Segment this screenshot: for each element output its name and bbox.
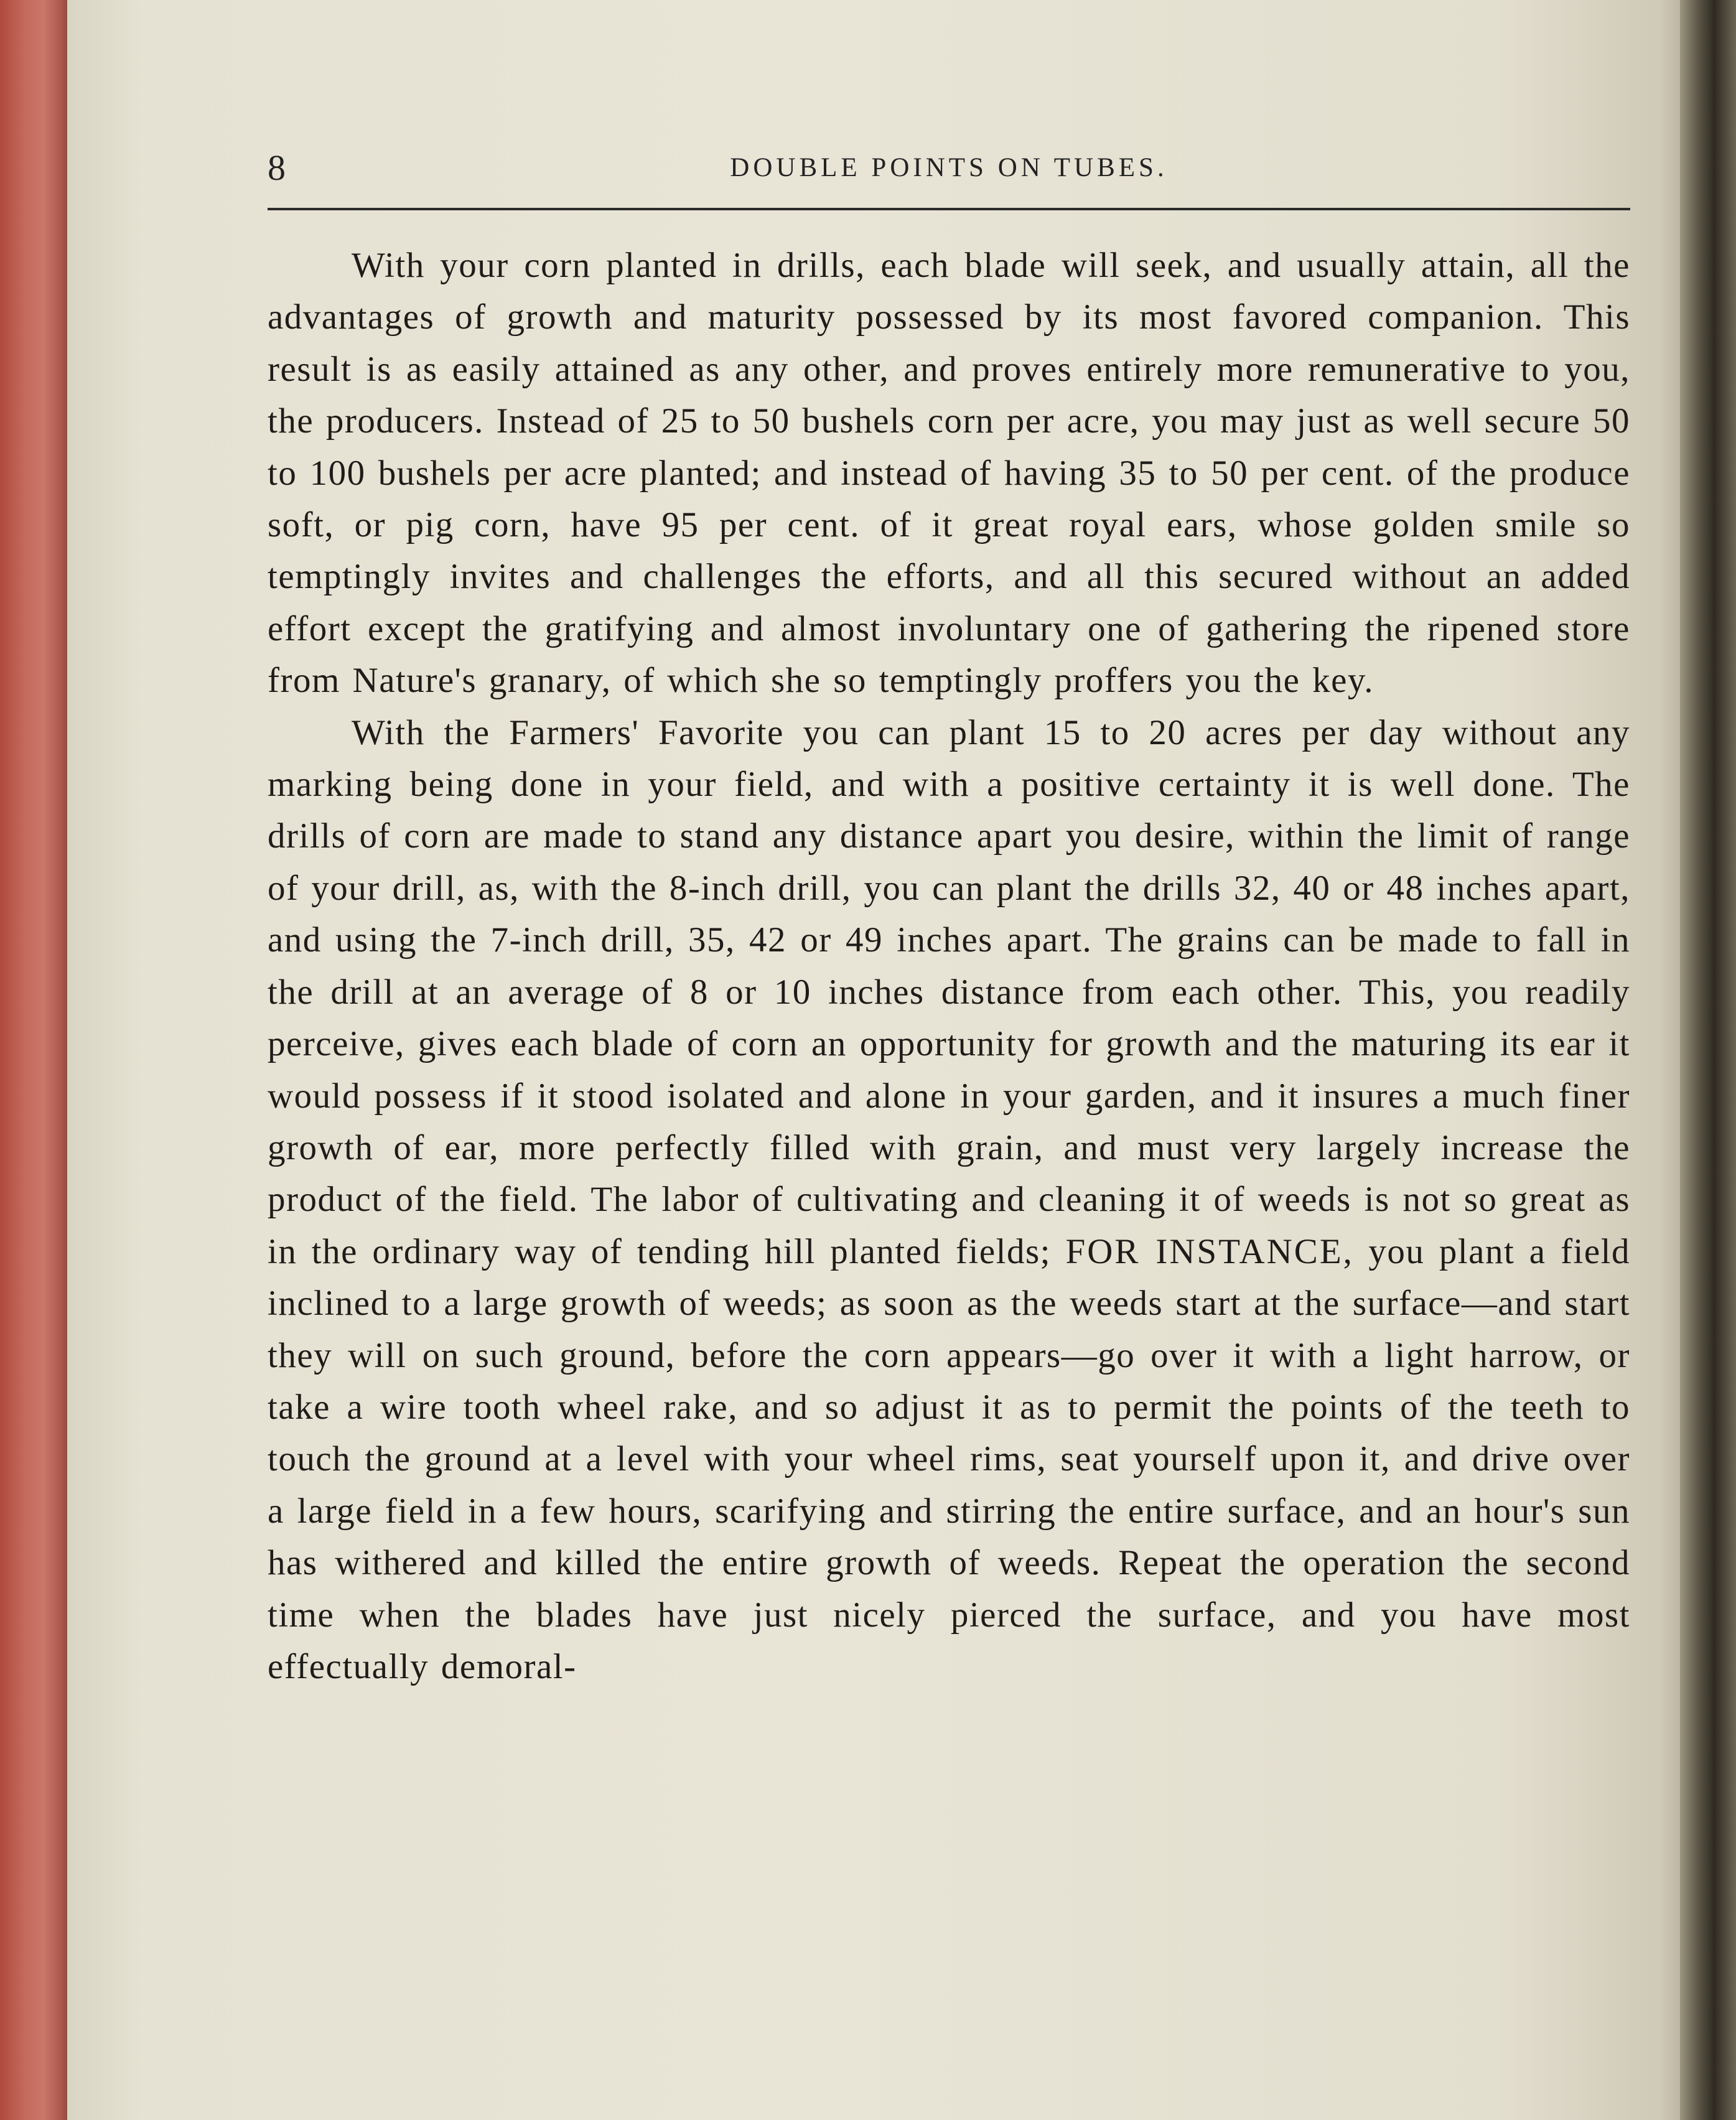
paragraph-1: With your corn planted in drills, each blade will seek, and usually attain, all the advantages of growth and maturity possessed by its most favored companion. This result is as easily attained as any other, and proves entirely more remunerative to you, the producers. Instead of 25 to 50 bushels corn per acre, you may just as well secure 50 to 100 bushels per acre planted; and instead of having 35 to 50 per cent. of the produce soft, or pig corn, have 95 per cent. of it great royal ears, whose golden smile so temptingly invites and challenges the efforts, and all this secured without an added effort except the gratifying and almost involuntary one of gathering the ripened store from Nature's granary, of which she so temptingly proffers you the key. <box>268 246 1630 701</box>
page-number: 8 <box>268 147 286 188</box>
body-text <box>268 240 1630 1693</box>
page-header <box>268 143 1630 193</box>
book-binding <box>0 0 68 2120</box>
paragraph-2-text-before: With the Farmers' Favorite you can plant 15 to 20 acres per day without any marking being done in your field, and with a positive certainty it is well done. The drills of corn are made to stand any distance apart you desire, within the limit of range of your drill, as, with the 8-inch drill, you can plant the drills 32, 40 or 48 inches apart, and using the 7-inch drill, 35, 42 or 49 inches apart. The grains can be made to fall in the drill at an average of 8 or 10 inches distance from each other. This, you readily perceive, gives each blade of corn an opportunity for growth and the maturing its ear it would possess if it stood isolated and alone in your garden, and it insures a much finer growth of ear, more perfectly filled with grain, and must very largely increase the product of the field. The labor of cultivating and cleaning it of weeds is not so great as in the ordinary way of tending hill planted fields; <box>268 712 1630 1271</box>
paragraph-2-small-caps: FOR INSTANCE, <box>1065 1231 1354 1271</box>
header-rule <box>268 208 1630 210</box>
paragraph-2-text-after: you plant a field inclined to a large growth of weeds; as soon as the weeds start at the surface—and start they will on such ground, before the corn appears—go over it with a light harrow, or take a wire tooth wheel rake, and so adjust it as to permit the points of the teeth to touch the ground at a level with your wheel rims, seat yourself upon it, and drive over a large field in a few hours, scarifying and stirring the entire surface, and an hour's sun has withered and killed the entire growth of weeds. Repeat the operation the second time when the blades have just nicely pierced the surface, and you have most effectually demoral- <box>268 1231 1631 1686</box>
paragraph-2 <box>268 707 1630 1693</box>
page-gutter <box>1680 0 1736 2120</box>
running-head: DOUBLE POINTS ON TUBES. <box>730 153 1168 182</box>
